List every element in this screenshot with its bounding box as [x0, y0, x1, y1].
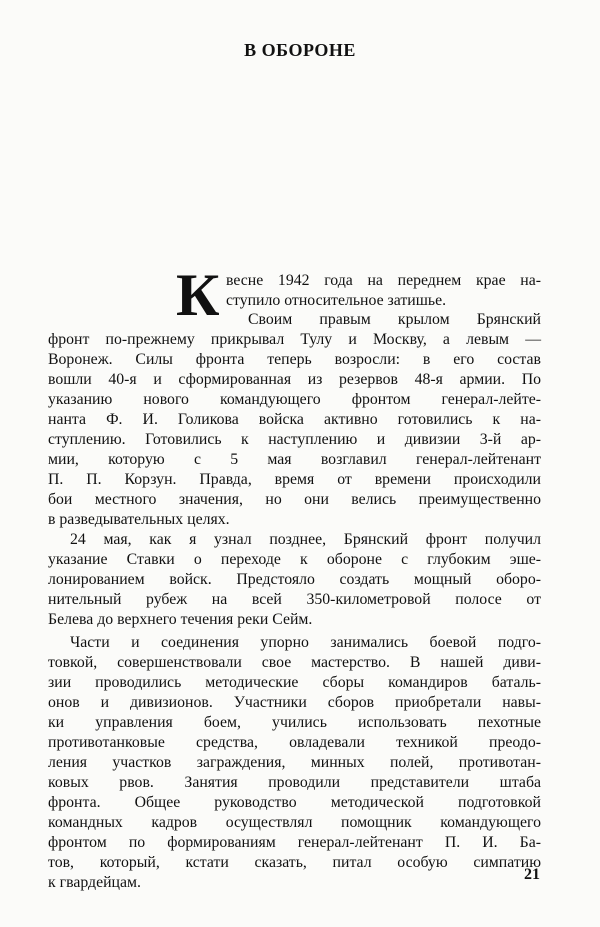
text-line: товкой, совершенствовали свое мастерство. В нашей диви- — [48, 654, 541, 671]
text-line: вошли 40-я и сформированная из резервов 48-я армии. По — [48, 371, 541, 388]
text-line: весне 1942 года на переднем крае на- — [226, 272, 541, 289]
text-line: ступило относительное затишье. — [226, 292, 447, 309]
text-line: тов, который, кстати сказать, питал особую симпатию — [48, 854, 541, 871]
text-line: фронтом по формированиям генерал-лейтенант П. И. Ба- — [48, 834, 541, 851]
drop-cap-letter: К — [176, 262, 220, 328]
text-line: Белева до верхнего течения реки Сейм. — [48, 611, 313, 628]
text-line: бои местного значения, но они велись преимущественно — [48, 491, 541, 508]
text-line: противотанковые средства, овладевали техникой преодо- — [48, 734, 541, 751]
text-line: фронта. Общее руководство методической подготовкой — [48, 794, 541, 811]
text-line: 24 мая, как я узнал позднее, Брянский фронт получил — [70, 531, 541, 548]
text-line: фронт по-прежнему прикрывал Тулу и Москву, а левым — — [48, 331, 541, 348]
text-line: Воронеж. Силы фронта теперь возросли: в его состав — [48, 351, 541, 368]
text-line: мии, которую с 5 мая возглавил генерал-лейтенант — [48, 451, 541, 468]
text-line: командных кадров осуществлял помощник командующего — [48, 814, 541, 831]
text-line: в разведывательных целях. — [48, 511, 230, 528]
text-line: ступлению. Готовились к наступлению и дивизии 3-й ар- — [48, 431, 541, 448]
text-line: указание Ставки о переходе к обороне с глубоким эше- — [48, 551, 541, 568]
text-line: ковых рвов. Занятия проводили представители штаба — [48, 774, 541, 791]
text-line: Части и соединения упорно занимались боевой подго- — [70, 634, 541, 651]
text-line: онов и дивизионов. Участники сборов приобретали навы- — [48, 694, 541, 711]
text-line: нительный рубеж на всей 350-километровой полосе от — [48, 591, 541, 608]
text-line: ки управления боем, учились использовать пехотные — [48, 714, 541, 731]
page-number: 21 — [524, 866, 540, 883]
text-line: к гвардейцам. — [48, 874, 141, 891]
text-line: П. П. Корзун. Правда, время от времени происходили — [48, 471, 541, 488]
text-line: зии проводились методические сборы командиров баталь- — [48, 674, 541, 691]
text-line: ления участков заграждения, минных полей, противотан- — [48, 754, 541, 771]
chapter-title: В ОБОРОНЕ — [244, 40, 356, 60]
text-line: нанта Ф. И. Голикова войска активно готовились к на- — [48, 411, 541, 428]
text-line: лонированием войск. Предстояло создать мощный оборо- — [48, 571, 541, 588]
text-line: Своим правым крылом Брянский — [248, 311, 541, 328]
text-line: указанию нового командующего фронтом генерал-лейте- — [48, 391, 541, 408]
